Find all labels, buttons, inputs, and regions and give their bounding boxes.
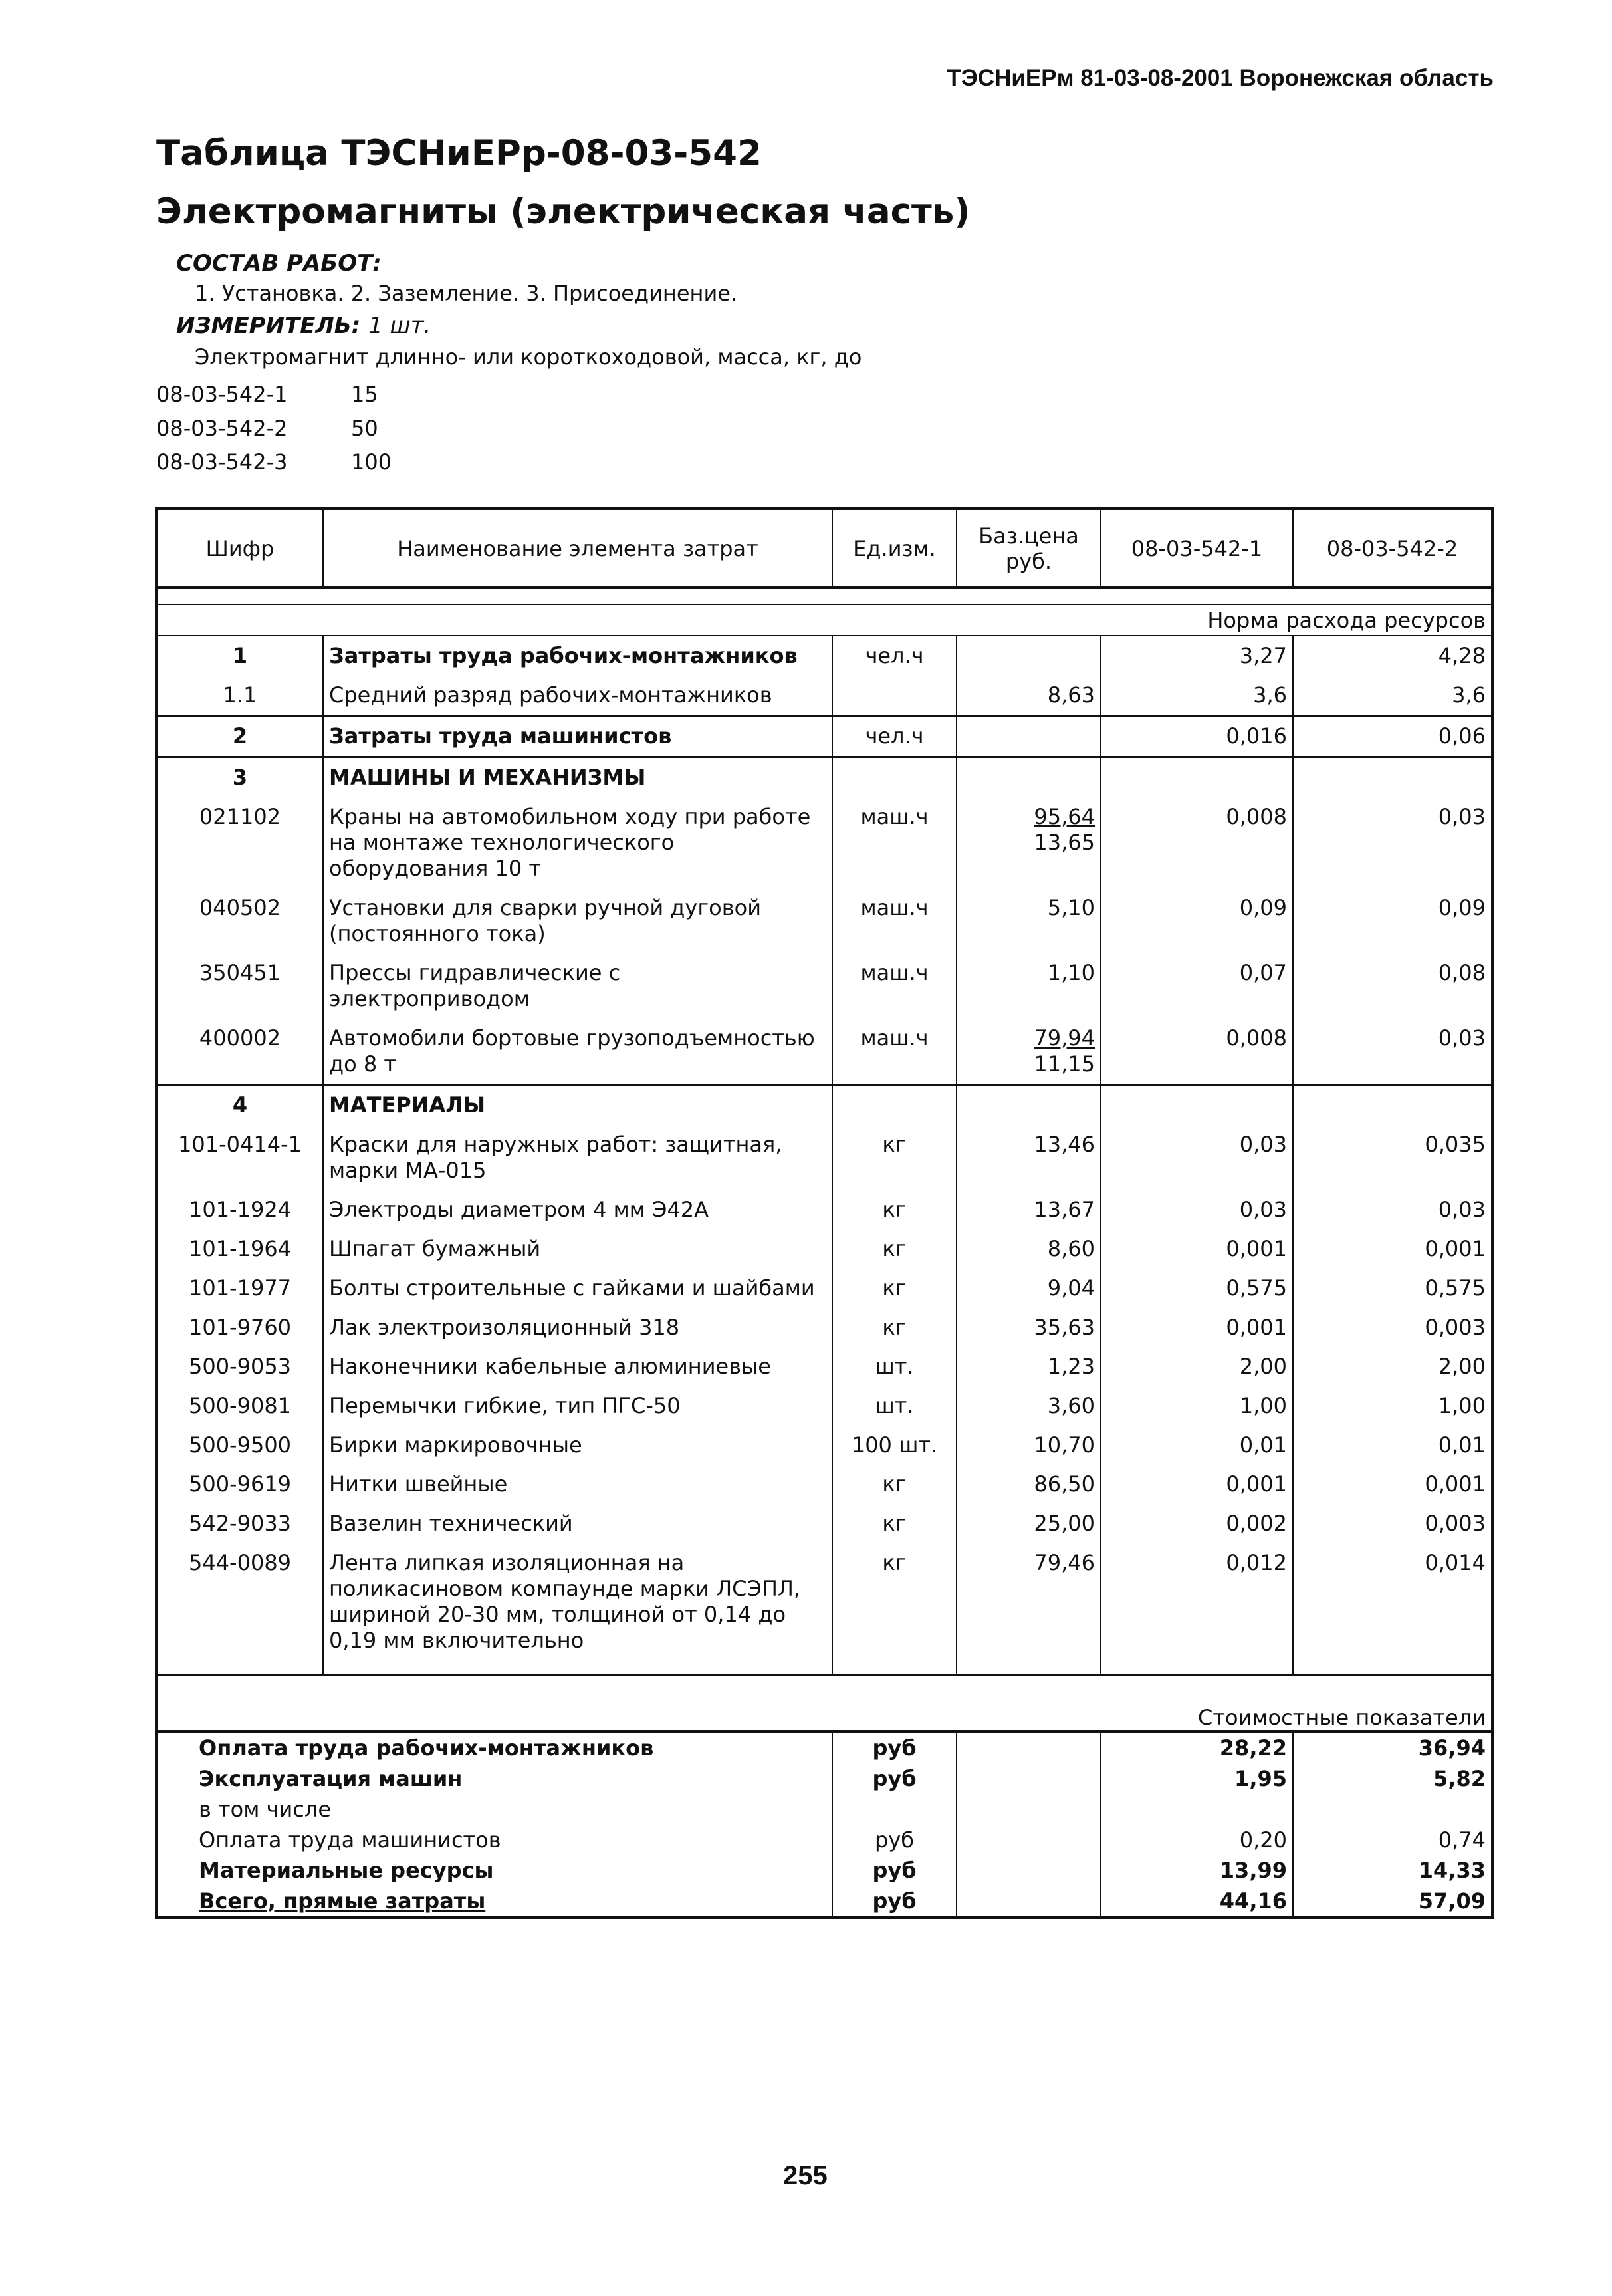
table-row [156, 1386, 1492, 1426]
table-row [156, 1465, 1492, 1504]
variant-code: 08-03-542-1 [156, 382, 288, 407]
cell-variant-2: 0,575 [1425, 1275, 1486, 1301]
cell-code: 101-1977 [156, 1269, 323, 1308]
cell-name: Затраты труда машинистов [323, 716, 832, 757]
cost-unit: руб [832, 1855, 957, 1886]
cell-unit: кг [832, 1125, 957, 1190]
cell-variant-1: 1,00 [1101, 1386, 1293, 1426]
cell-variant-1 [1101, 757, 1293, 798]
cell-name: Краски для наружных работ: защитная, марки МА-015 [323, 1125, 832, 1190]
cell-variant-1: 0,575 [1101, 1269, 1293, 1308]
cell-code: 101-1924 [156, 1190, 323, 1229]
cell-code: 1.1 [156, 676, 323, 716]
cell-unit: маш.ч [832, 1019, 957, 1085]
cost-variant-1: 1,95 [1101, 1763, 1293, 1794]
cell-unit: чел.ч [832, 636, 957, 676]
cell-variant-2 [1293, 1085, 1492, 1126]
cost-label: Стоимостные показатели [156, 1675, 1492, 1732]
cell-price [957, 1085, 1101, 1126]
cell-price [957, 716, 1101, 757]
cell-code: 021102 [156, 797, 323, 888]
cell-unit: 100 шт. [832, 1426, 957, 1465]
cost-unit: руб [832, 1825, 957, 1855]
cell-name: МАШИНЫ И МЕХАНИЗМЫ [323, 757, 832, 798]
cell-name: Вазелин технический [323, 1504, 832, 1543]
cell-price: 9,04 [957, 1269, 1101, 1308]
table-row [156, 1019, 1492, 1085]
resources-table [155, 507, 1494, 1919]
header-variant-2: 08-03-542-2 [1293, 509, 1492, 588]
cost-variant-2: 36,94 [1418, 1735, 1486, 1761]
cell-variant-1: 0,07 [1101, 954, 1293, 1019]
cell-price: 3,60 [957, 1386, 1101, 1426]
header-base-price: Баз.цена руб. [957, 509, 1101, 588]
cell-name: Прессы гидравлические с электроприводом [323, 954, 832, 1019]
cell-variant-2: 0,001 [1425, 1471, 1486, 1497]
cell-code: 4 [156, 1085, 323, 1126]
page-number: 255 [783, 2161, 828, 2190]
cell-code: 542-9033 [156, 1504, 323, 1543]
cost-unit: руб [832, 1763, 957, 1794]
table-row [156, 676, 1492, 716]
table-row [156, 716, 1492, 757]
page-title: Таблица ТЭСНиЕРр-08-03-542 [156, 133, 762, 174]
cell-unit: шт. [832, 1347, 957, 1386]
measure-line [176, 313, 431, 339]
cell-variant-2: 0,01 [1438, 1432, 1486, 1458]
variant-row [156, 412, 392, 446]
cell-unit: маш.ч [832, 797, 957, 888]
cell-code: 101-1964 [156, 1229, 323, 1269]
cell-variant-1: 0,008 [1101, 797, 1293, 888]
cell-code: 500-9500 [156, 1426, 323, 1465]
cost-row [156, 1731, 1492, 1763]
cell-variant-2: 0,003 [1425, 1315, 1486, 1340]
cell-price-secondary: 11,15 [1034, 1051, 1095, 1077]
header-unit: Ед.изм. [832, 509, 957, 588]
table-row [156, 1269, 1492, 1308]
cell-variant-2: 0,03 [1438, 804, 1486, 829]
cell-variant-2: 0,014 [1425, 1550, 1486, 1575]
table-row [156, 888, 1492, 954]
variant-value: 50 [351, 416, 378, 441]
cell-name: Лак электроизоляционный 318 [323, 1308, 832, 1347]
cell-code: 2 [156, 716, 323, 757]
cell-name: Установки для сварки ручной дуговой (постоянного тока) [323, 888, 832, 954]
cost-variant-1 [1101, 1794, 1293, 1825]
cell-unit: шт. [832, 1386, 957, 1426]
cell-price [957, 797, 1101, 888]
cell-variant-2: 0,001 [1425, 1236, 1486, 1261]
cell-variant-1: 0,001 [1101, 1229, 1293, 1269]
cell-variant-2: 2,00 [1438, 1354, 1486, 1379]
cell-variant-1: 0,01 [1101, 1426, 1293, 1465]
cost-unit: руб [832, 1886, 957, 1918]
cell-variant-1: 0,03 [1101, 1190, 1293, 1229]
variant-value: 15 [351, 382, 378, 407]
cell-variant-1: 3,27 [1101, 636, 1293, 676]
cost-name: Эксплуатация машин [199, 1766, 463, 1791]
cell-variant-2: 4,28 [1438, 643, 1486, 668]
table-row [156, 1229, 1492, 1269]
variant-code: 08-03-542-2 [156, 416, 288, 441]
cell-price: 8,60 [957, 1229, 1101, 1269]
cell-variant-2: 3,6 [1452, 682, 1486, 707]
cost-name: Материальные ресурсы [199, 1858, 494, 1883]
cell-price-secondary: 13,65 [1034, 830, 1095, 855]
cell-variant-1: 0,016 [1101, 716, 1293, 757]
cell-variant-1: 0,001 [1101, 1465, 1293, 1504]
cell-price: 8,63 [957, 676, 1101, 716]
cell-price: 79,46 [957, 1543, 1101, 1660]
cell-price: 86,50 [957, 1465, 1101, 1504]
measure-value: 1 шт. [368, 313, 431, 339]
cell-variant-1: 0,012 [1101, 1543, 1293, 1660]
cell-name: Затраты труда рабочих-монтажников [323, 636, 832, 676]
table-row [156, 1125, 1492, 1190]
cost-name: Всего, прямые затраты [199, 1888, 486, 1914]
cell-unit: кг [832, 1504, 957, 1543]
cell-name: Краны на автомобильном ходу при работе на монтаже технологического оборудования 10 т [323, 797, 832, 888]
cell-unit [832, 1085, 957, 1126]
cost-variant-1: 44,16 [1101, 1886, 1293, 1918]
cell-price: 5,10 [957, 888, 1101, 954]
cost-row [156, 1855, 1492, 1886]
cost-label-row [156, 1675, 1492, 1732]
cell-code: 3 [156, 757, 323, 798]
cell-name: Средний разряд рабочих-монтажников [323, 676, 832, 716]
cost-row [156, 1886, 1492, 1918]
table-row [156, 1190, 1492, 1229]
cell-unit: кг [832, 1543, 957, 1660]
header-code: Шифр [156, 509, 323, 588]
cell-variant-2: 0,08 [1438, 960, 1486, 985]
cell-unit [832, 757, 957, 798]
norm-label: Норма расхода ресурсов [156, 604, 1492, 636]
cost-variant-2: 14,33 [1418, 1858, 1486, 1883]
cell-price-primary: 79,94 [1034, 1025, 1095, 1051]
cell-variant-1: 0,09 [1101, 888, 1293, 954]
cost-variant-2: 0,74 [1438, 1827, 1486, 1852]
cell-variant-1: 0,03 [1101, 1125, 1293, 1190]
page-subtitle: Электромагниты (электрическая часть) [156, 191, 971, 232]
table-row [156, 1347, 1492, 1386]
cell-variant-2: 0,06 [1293, 716, 1492, 757]
cell-unit: кг [832, 1465, 957, 1504]
table-row [156, 1085, 1492, 1126]
cell-price-primary: 95,64 [1034, 804, 1095, 829]
cell-price: 35,63 [957, 1308, 1101, 1347]
cost-row [156, 1794, 1492, 1825]
cost-name: в том числе [199, 1797, 331, 1822]
cell-code: 101-0414-1 [156, 1125, 323, 1190]
cell-name: Перемычки гибкие, тип ПГС-50 [323, 1386, 832, 1426]
cell-name: Лента липкая изоляционная на поликасиновом компаунде марки ЛСЭПЛ, шириной 20-30 мм, толщиной от 0,14 до 0,19 мм включительно [323, 1543, 832, 1660]
variant-row [156, 378, 392, 412]
cell-price [957, 636, 1101, 676]
cell-unit: чел.ч [832, 716, 957, 757]
cell-code: 101-9760 [156, 1308, 323, 1347]
cell-code: 040502 [156, 888, 323, 954]
cell-variant-2: 0,035 [1425, 1132, 1486, 1157]
cell-name: Автомобили бортовые грузоподъемностью до 8 т [323, 1019, 832, 1085]
cell-variant-2: 0,003 [1425, 1511, 1486, 1536]
table-row [156, 954, 1492, 1019]
table-row [156, 1504, 1492, 1543]
cell-price: 13,67 [957, 1190, 1101, 1229]
cell-code: 500-9619 [156, 1465, 323, 1504]
cost-row [156, 1763, 1492, 1794]
cell-unit: кг [832, 1269, 957, 1308]
cell-code: 400002 [156, 1019, 323, 1085]
norm-label-row [156, 604, 1492, 636]
cell-variant-2: 0,09 [1438, 895, 1486, 920]
cell-variant-1: 3,6 [1101, 676, 1293, 716]
table-row [156, 757, 1492, 798]
cell-variant-1: 0,001 [1101, 1308, 1293, 1347]
cost-variant-1: 28,22 [1101, 1731, 1293, 1763]
cost-unit: руб [832, 1731, 957, 1763]
cell-price: 1,10 [957, 954, 1101, 1019]
cell-variant-1: 0,002 [1101, 1504, 1293, 1543]
cell-unit: маш.ч [832, 954, 957, 1019]
cost-name: Оплата труда рабочих-монтажников [199, 1735, 654, 1761]
cell-unit: маш.ч [832, 888, 957, 954]
cell-variant-1: 0,008 [1101, 1019, 1293, 1085]
running-header: ТЭСНиЕРм 81-03-08-2001 Воронежская область [947, 65, 1494, 91]
table-header-row [156, 509, 1492, 588]
variant-row [156, 446, 392, 479]
table-row [156, 1308, 1492, 1347]
table-row [156, 636, 1492, 676]
measure-label: ИЗМЕРИТЕЛЬ: [176, 313, 361, 339]
cell-price: 10,70 [957, 1426, 1101, 1465]
cost-variant-2: 57,09 [1418, 1888, 1486, 1914]
cost-variant-2 [1293, 1794, 1492, 1825]
table-row [156, 1426, 1492, 1465]
composition-text: 1. Установка. 2. Заземление. 3. Присоединение. [195, 281, 738, 306]
cell-variant-2: 1,00 [1438, 1393, 1486, 1418]
cell-unit: кг [832, 1229, 957, 1269]
variants-list [156, 378, 392, 479]
cell-name: Болты строительные с гайками и шайбами [323, 1269, 832, 1308]
variant-value: 100 [351, 449, 392, 475]
cell-price [957, 757, 1101, 798]
cell-name: Электроды диаметром 4 мм Э42А [323, 1190, 832, 1229]
header-name: Наименование элемента затрат [323, 509, 832, 588]
cell-code: 1 [156, 636, 323, 676]
variant-code: 08-03-542-3 [156, 449, 288, 475]
cost-variant-2: 5,82 [1433, 1766, 1486, 1791]
cell-code: 544-0089 [156, 1543, 323, 1660]
cell-name: МАТЕРИАЛЫ [323, 1085, 832, 1126]
cell-price: 13,46 [957, 1125, 1101, 1190]
cell-name: Шпагат бумажный [323, 1229, 832, 1269]
cell-name: Бирки маркировочные [323, 1426, 832, 1465]
cell-unit: кг [832, 1308, 957, 1347]
cost-name: Оплата труда машинистов [199, 1827, 501, 1852]
cell-code: 350451 [156, 954, 323, 1019]
header-variant-1: 08-03-542-1 [1101, 509, 1293, 588]
cost-row [156, 1825, 1492, 1855]
cell-name: Нитки швейные [323, 1465, 832, 1504]
cell-code: 500-9081 [156, 1386, 323, 1426]
cell-price: 1,23 [957, 1347, 1101, 1386]
composition-label: СОСТАВ РАБОТ: [176, 250, 382, 277]
cell-variant-1 [1101, 1085, 1293, 1126]
cell-code: 500-9053 [156, 1347, 323, 1386]
cell-variant-2 [1293, 757, 1492, 798]
cost-variant-1: 13,99 [1101, 1855, 1293, 1886]
cell-price: 25,00 [957, 1504, 1101, 1543]
cell-unit [832, 676, 957, 716]
cell-variant-2: 0,03 [1438, 1025, 1486, 1051]
cell-unit: кг [832, 1190, 957, 1229]
cell-variant-1: 2,00 [1101, 1347, 1293, 1386]
cost-variant-1: 0,20 [1101, 1825, 1293, 1855]
description: Электромагнит длинно- или короткоходовой, масса, кг, до [195, 344, 862, 370]
cell-name: Наконечники кабельные алюминиевые [323, 1347, 832, 1386]
cell-price [957, 1019, 1101, 1085]
cell-variant-2: 0,03 [1438, 1197, 1486, 1222]
cost-unit [832, 1794, 957, 1825]
table-row [156, 797, 1492, 888]
table-row [156, 1543, 1492, 1660]
